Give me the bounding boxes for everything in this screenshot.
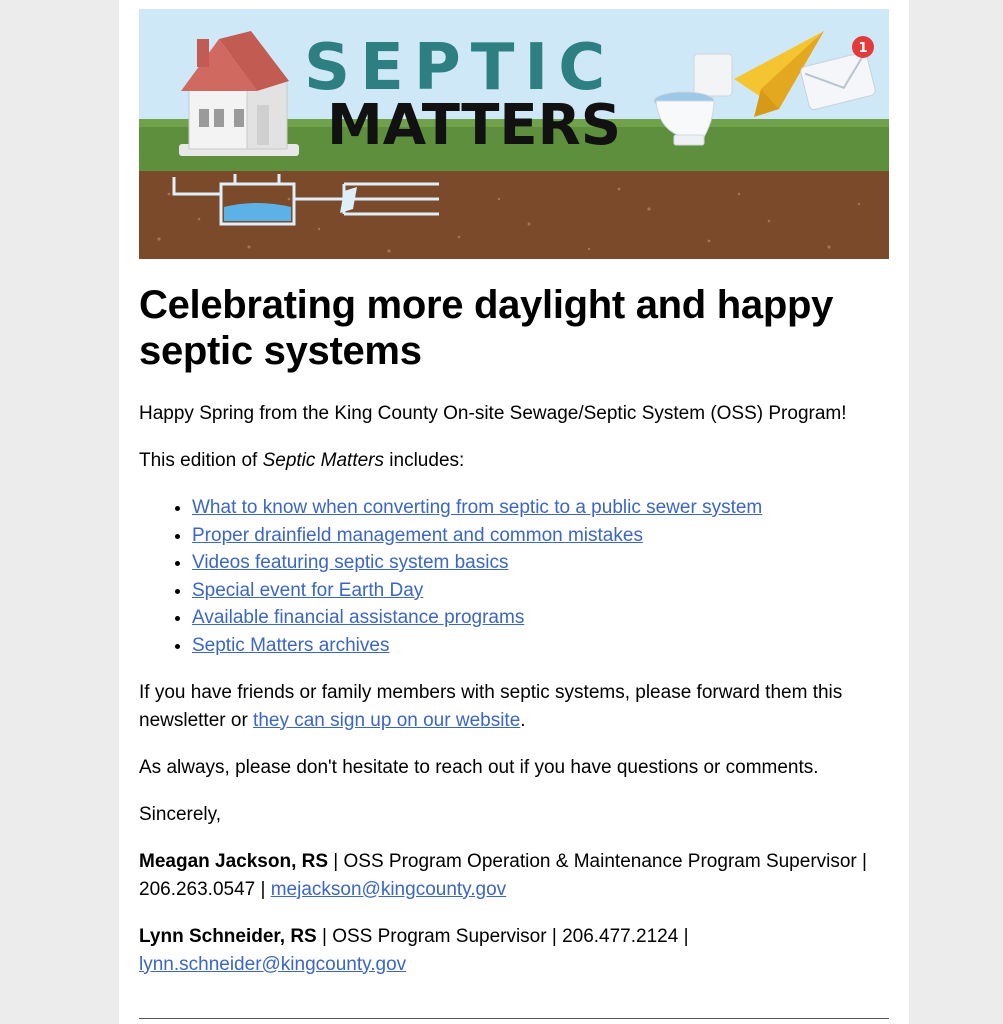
intro-paragraph: Happy Spring from the King County On-site Sewage/Septic System (OSS) Program! bbox=[139, 403, 847, 424]
article-title: Celebrating more daylight and happy septic systems bbox=[139, 283, 834, 373]
edition-suffix: includes: bbox=[384, 450, 465, 471]
banner-title-line2: MATTERS bbox=[327, 93, 622, 158]
link-financial-assistance[interactable]: Available financial assistance programs bbox=[192, 607, 525, 629]
list-item bbox=[192, 577, 889, 605]
list-item bbox=[192, 549, 889, 577]
divider bbox=[139, 1018, 889, 1019]
signature-meagan-jackson bbox=[139, 848, 889, 904]
edition-paragraph bbox=[139, 447, 889, 475]
contact-paragraph: As always, please don't hesitate to reach out if you have questions or comments. bbox=[139, 756, 819, 778]
link-earth-day-event[interactable]: Special event for Earth Day bbox=[192, 579, 424, 601]
link-drainfield-management[interactable]: Proper drainfield management and common mistakes bbox=[192, 524, 643, 546]
signature-details: | OSS Program Supervisor | 206.477.2124 | bbox=[316, 925, 689, 947]
banner-illustration bbox=[139, 9, 889, 259]
forward-end: . bbox=[520, 709, 526, 731]
email-body bbox=[119, 0, 909, 1024]
forward-paragraph bbox=[139, 679, 889, 735]
banner-title-line1: SEPTIC bbox=[304, 31, 616, 105]
list-item bbox=[192, 632, 889, 660]
link-septic-videos[interactable]: Videos featuring septic system basics bbox=[192, 552, 509, 574]
link-converting-to-sewer[interactable]: What to know when converting from septic to a public sewer system bbox=[192, 497, 763, 518]
signature-details: | OSS Program Operation & Maintenance Program Supervisor | 206.263.0547 | bbox=[139, 850, 867, 900]
link-septic-matters-archives[interactable]: Septic Matters archives bbox=[192, 634, 390, 656]
email-link-mejackson[interactable]: mejackson@kingcounty.gov bbox=[270, 878, 507, 900]
sign-off: Sincerely, bbox=[139, 803, 222, 825]
signature-name: Meagan Jackson, RS bbox=[139, 850, 329, 872]
forward-text: If you have friends or family members with septic systems, please forward them this newsletter or bbox=[139, 681, 843, 731]
list-item bbox=[192, 494, 889, 522]
edition-name: Septic Matters bbox=[262, 450, 385, 471]
list-item bbox=[192, 522, 889, 550]
septic-matters-banner bbox=[139, 9, 889, 259]
signature-name: Lynn Schneider, RS bbox=[139, 925, 317, 947]
article bbox=[139, 282, 889, 979]
email-link-lynn-schneider[interactable]: lynn.schneider@kingcounty.gov bbox=[139, 953, 407, 975]
contents-list bbox=[139, 494, 889, 660]
notification-count: 1 bbox=[858, 41, 868, 56]
list-item bbox=[192, 604, 889, 632]
signature-lynn-schneider bbox=[139, 923, 889, 979]
signup-link[interactable]: they can sign up on our website bbox=[253, 709, 521, 731]
edition-prefix: This edition of bbox=[139, 450, 263, 471]
